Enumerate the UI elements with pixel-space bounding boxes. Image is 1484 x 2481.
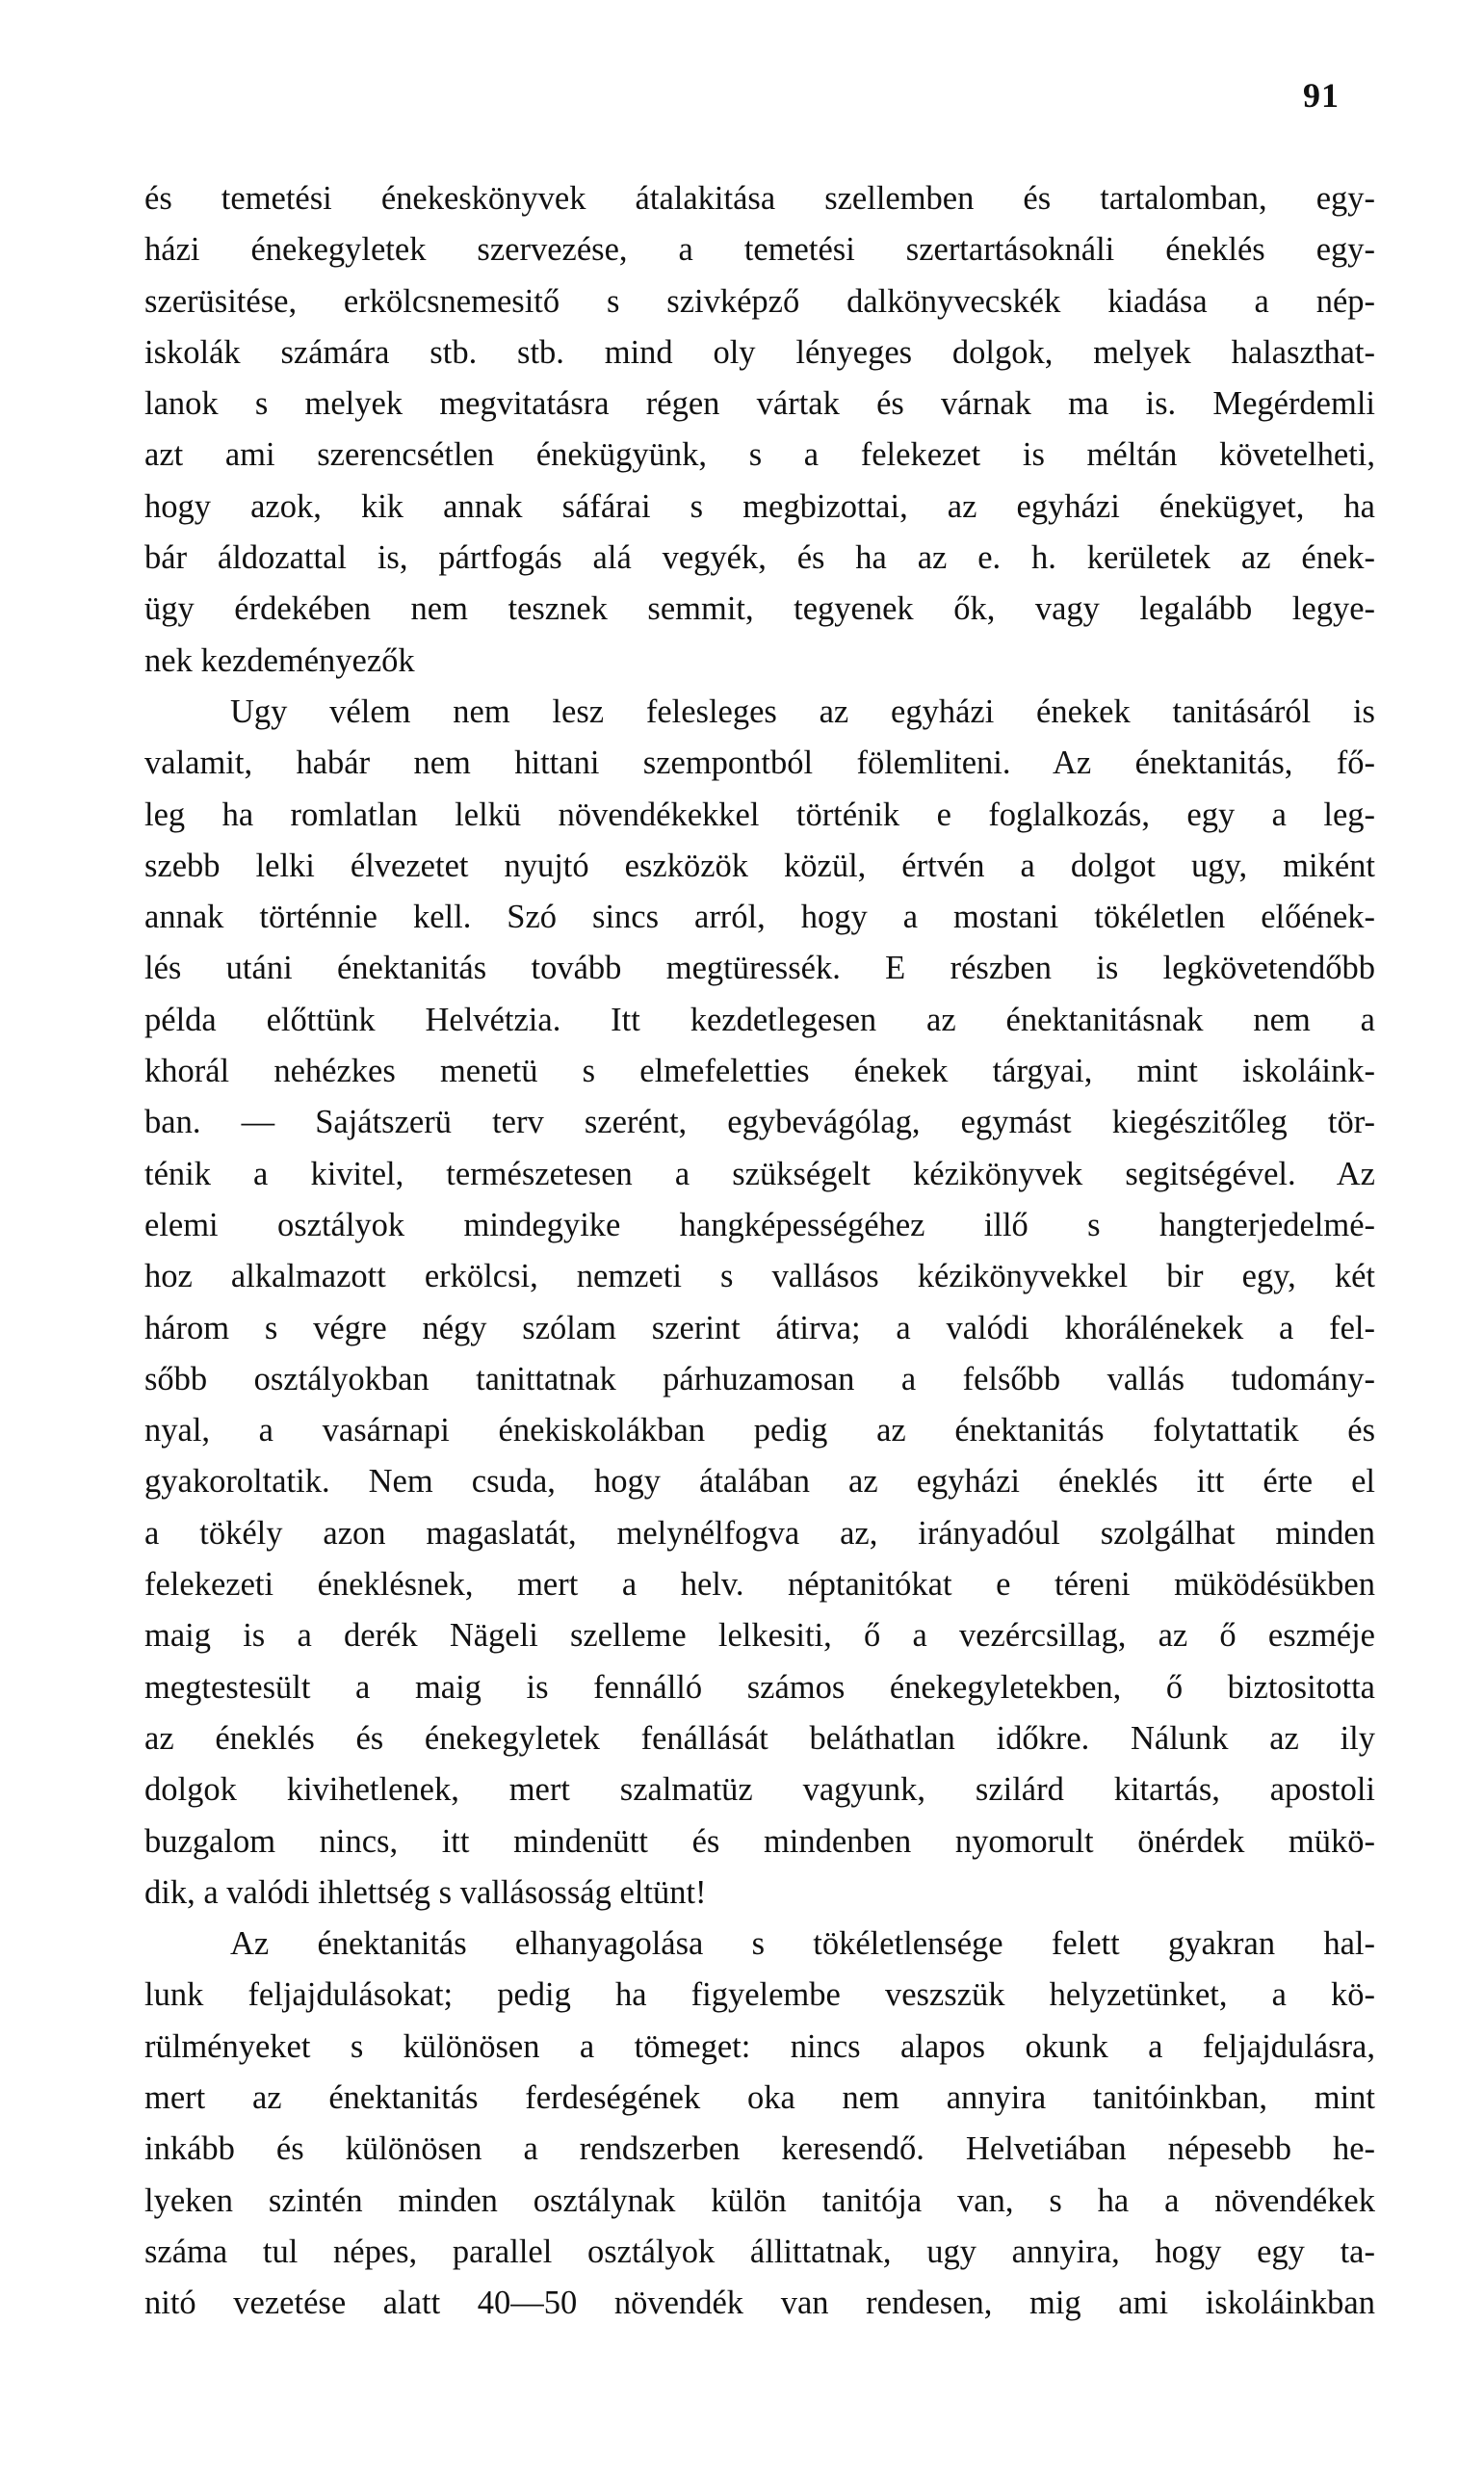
text-line: dolgok kivihetlenek, mert szalmatüz vagyunk, szilárd kitartás, apostoli xyxy=(144,1771,1375,1809)
text-line: három s végre négy szólam szerint átirva; a valódi khorálénekek a fel- xyxy=(144,1309,1375,1346)
text-line: gyakoroltatik. Nem csuda, hogy átalában az egyházi éneklés itt érte el xyxy=(144,1463,1375,1501)
text-line: lyeken szintén minden osztálynak külön tanitója van, s ha a növendékek xyxy=(144,2181,1375,2219)
text-line: száma tul népes, parallel osztályok állittatnak, ugy annyira, hogy egy ta- xyxy=(144,2233,1375,2270)
text-line: leg ha romlatlan lelkü növendékekkel történik e foglalkozás, egy a leg- xyxy=(144,796,1375,833)
text-line: elemi osztályok mindegyike hangképességéhez illő s hangterjedelmé- xyxy=(144,1206,1375,1243)
text-line: maig is a derék Nägeli szelleme lelkesiti, ő a vezércsillag, az ő eszméje xyxy=(144,1617,1375,1655)
text-line: hoz alkalmazott erkölcsi, nemzeti s vallásos kézikönyvekkel bir egy, két xyxy=(144,1258,1375,1295)
text-line: Ugy vélem nem lesz felesleges az egyházi énekek tanitásáról is xyxy=(230,692,1375,730)
text-line: inkább és különösen a rendszerben keresendő. Helvetiában népesebb he- xyxy=(144,2130,1375,2168)
text-line: nyal, a vasárnapi énekiskolákban pedig az énektanitás folytattatik és xyxy=(144,1412,1375,1449)
text-line: példa előttünk Helvétzia. Itt kezdetlegesen az énektanitásnak nem a xyxy=(144,1001,1375,1038)
body-text xyxy=(144,173,1375,2329)
text-line: sőbb osztályokban tanittatnak párhuzamosan a felsőbb vallás tudomány- xyxy=(144,1360,1375,1397)
text-line: rülményeket s különösen a tömeget: nincs alapos okunk a feljajdulásra, xyxy=(144,2027,1375,2065)
page-number: 91 xyxy=(1303,76,1340,115)
text-line: lanok s melyek megvitatásra régen vártak és várnak ma is. Megérdemli xyxy=(144,385,1375,423)
text-line: a tökély azon magaslatát, melynélfogva az, irányadóul szolgálhat minden xyxy=(144,1514,1375,1552)
text-line: lés utáni énektanitás tovább megtüressék. E részben is legkövetendőbb xyxy=(144,950,1375,987)
text-line: szebb lelki élvezetet nyujtó eszközök közül, értvén a dolgot ugy, miként xyxy=(144,847,1375,884)
text-line: szerüsitése, erkölcsnemesitő s szivképző dalkönyvecskék kiadása a nép- xyxy=(144,282,1375,320)
text-line: azt ami szerencsétlen énekügyünk, s a felekezet is méltán követelheti, xyxy=(144,436,1375,474)
text-line: khorál nehézkes menetü s elmefeletties énekek tárgyai, mint iskoláink- xyxy=(144,1053,1375,1090)
text-line: mert az énektanitás ferdeségének oka nem annyira tanitóinkban, mint xyxy=(144,2078,1375,2116)
text-line: valamit, habár nem hittani szempontból fölemliteni. Az énektanitás, fő- xyxy=(144,744,1375,782)
text-line: hogy azok, kik annak sáfárai s megbizottai, az egyházi énekügyet, ha xyxy=(144,487,1375,525)
text-line: ügy érdekében nem tesznek semmit, tegyenek ők, vagy legalább legye- xyxy=(144,590,1375,628)
text-line: nitó vezetése alatt 40—50 növendék van rendesen, mig ami iskoláinkban xyxy=(144,2285,1375,2322)
text-line: annak történnie kell. Szó sincs arról, hogy a mostani tökéletlen előének- xyxy=(144,899,1375,936)
text-line: az éneklés és énekegyletek fenállását beláthatlan időkre. Nálunk az ily xyxy=(144,1719,1375,1757)
text-line: házi énekegyletek szervezése, a temetési szertartásoknáli éneklés egy- xyxy=(144,231,1375,269)
text-line: ténik a kivitel, természetesen a szükségelt kézikönyvek segitségével. Az xyxy=(144,1155,1375,1192)
text-line: Az énektanitás elhanyagolása s tökéletlensége felett gyakran hal- xyxy=(230,1925,1375,1963)
text-line: felekezeti éneklésnek, mert a helv. néptanitókat e téreni müködésükben xyxy=(144,1566,1375,1604)
text-line: ban. — Sajátszerü terv szerént, egybevágólag, egymást kiegészitőleg tör- xyxy=(144,1104,1375,1141)
text-line: iskolák számára stb. stb. mind oly lényeges dolgok, melyek halaszthat- xyxy=(144,333,1375,371)
text-line: dik, a valódi ihlettség s vallásosság eltünt! xyxy=(144,1873,707,1911)
text-line: bár áldozattal is, pártfogás alá vegyék, és ha az e. h. kerületek az ének- xyxy=(144,539,1375,577)
text-line: buzgalom nincs, itt mindenütt és mindenben nyomorult önérdek mükö- xyxy=(144,1822,1375,1860)
text-line: lunk feljajdulásokat; pedig ha figyelembe veszszük helyzetünket, a kö- xyxy=(144,1976,1375,2014)
text-line: nek kezdeményezők xyxy=(144,641,415,679)
text-line: megtestesült a maig is fennálló számos énekegyletekben, ő biztositotta xyxy=(144,1668,1375,1706)
text-line: és temetési énekeskönyvek átalakitása szellemben és tartalomban, egy- xyxy=(144,180,1375,217)
